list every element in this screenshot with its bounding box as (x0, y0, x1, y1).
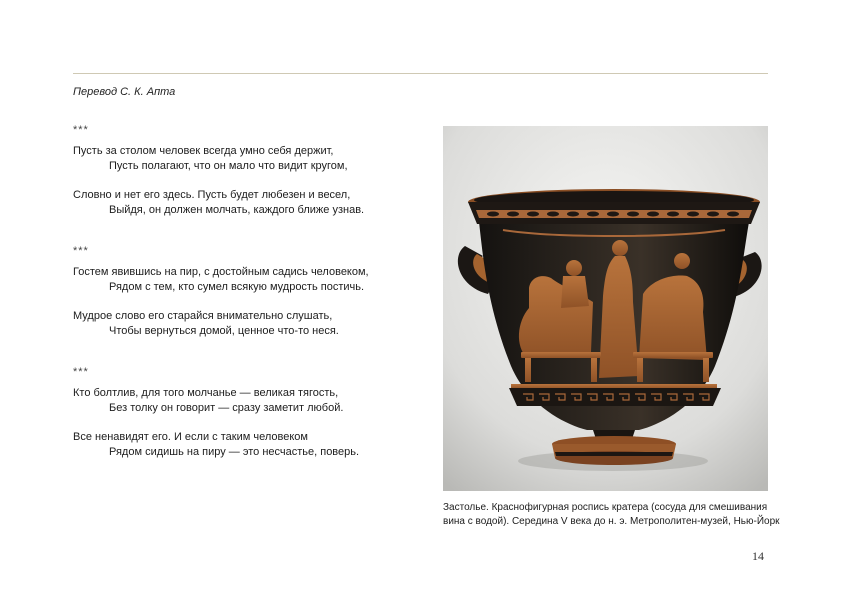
stanza (73, 265, 413, 295)
figure-caption (443, 501, 780, 529)
poem (73, 365, 413, 460)
poem-separator: *** (73, 366, 89, 378)
verse-line: Кто болтлив, для того молчанье — великая тягость, (73, 387, 339, 399)
verse-line: Мудрое слово его старайся внимательно слушать, (73, 310, 333, 322)
page-number: 14 (752, 549, 764, 563)
poem-separator: *** (73, 124, 89, 136)
stanza (73, 430, 413, 460)
poem (73, 244, 413, 339)
translator-credit: Перевод С. К. Апта (73, 86, 176, 98)
verse-line: Рядом с тем, кто сумел всякую мудрость постичь. (109, 281, 365, 293)
stanza (73, 144, 413, 174)
stanza (73, 188, 413, 218)
verse-line: Все ненавидят его. И если с таким человеком (73, 431, 308, 443)
poem-separator: *** (73, 245, 89, 257)
stanza (73, 386, 413, 416)
verse-line: Пусть за столом человек всегда умно себя держит, (73, 145, 334, 157)
poem (73, 123, 413, 218)
verse-line: Выйдя, он должен молчать, каждого ближе узнав. (109, 204, 365, 216)
caption-line: вина с водой). Середина V века до н. э. Метрополитен-музей, Нью-Йорк (443, 516, 780, 527)
poems-column (73, 123, 413, 486)
verse-line: Без толку он говорит — сразу заметит любой. (109, 402, 344, 414)
verse-line: Рядом сидишь на пиру — это несчастье, поверь. (109, 446, 360, 458)
caption-line: Застолье. Краснофигурная роспись кратера (сосуда для смешивания (443, 502, 768, 513)
verse-line: Пусть полагают, что он мало что видит кругом, (109, 160, 348, 172)
verse-line: Чтобы вернуться домой, ценное что-то неся. (109, 325, 339, 337)
stanza (73, 309, 413, 339)
header-rule (73, 73, 768, 74)
krater-photo (443, 126, 768, 491)
verse-line: Гостем явившись на пир, с достойным садись человеком, (73, 266, 369, 278)
krater-illustration (443, 126, 768, 491)
verse-line: Словно и нет его здесь. Пусть будет любезен и весел, (73, 189, 351, 201)
